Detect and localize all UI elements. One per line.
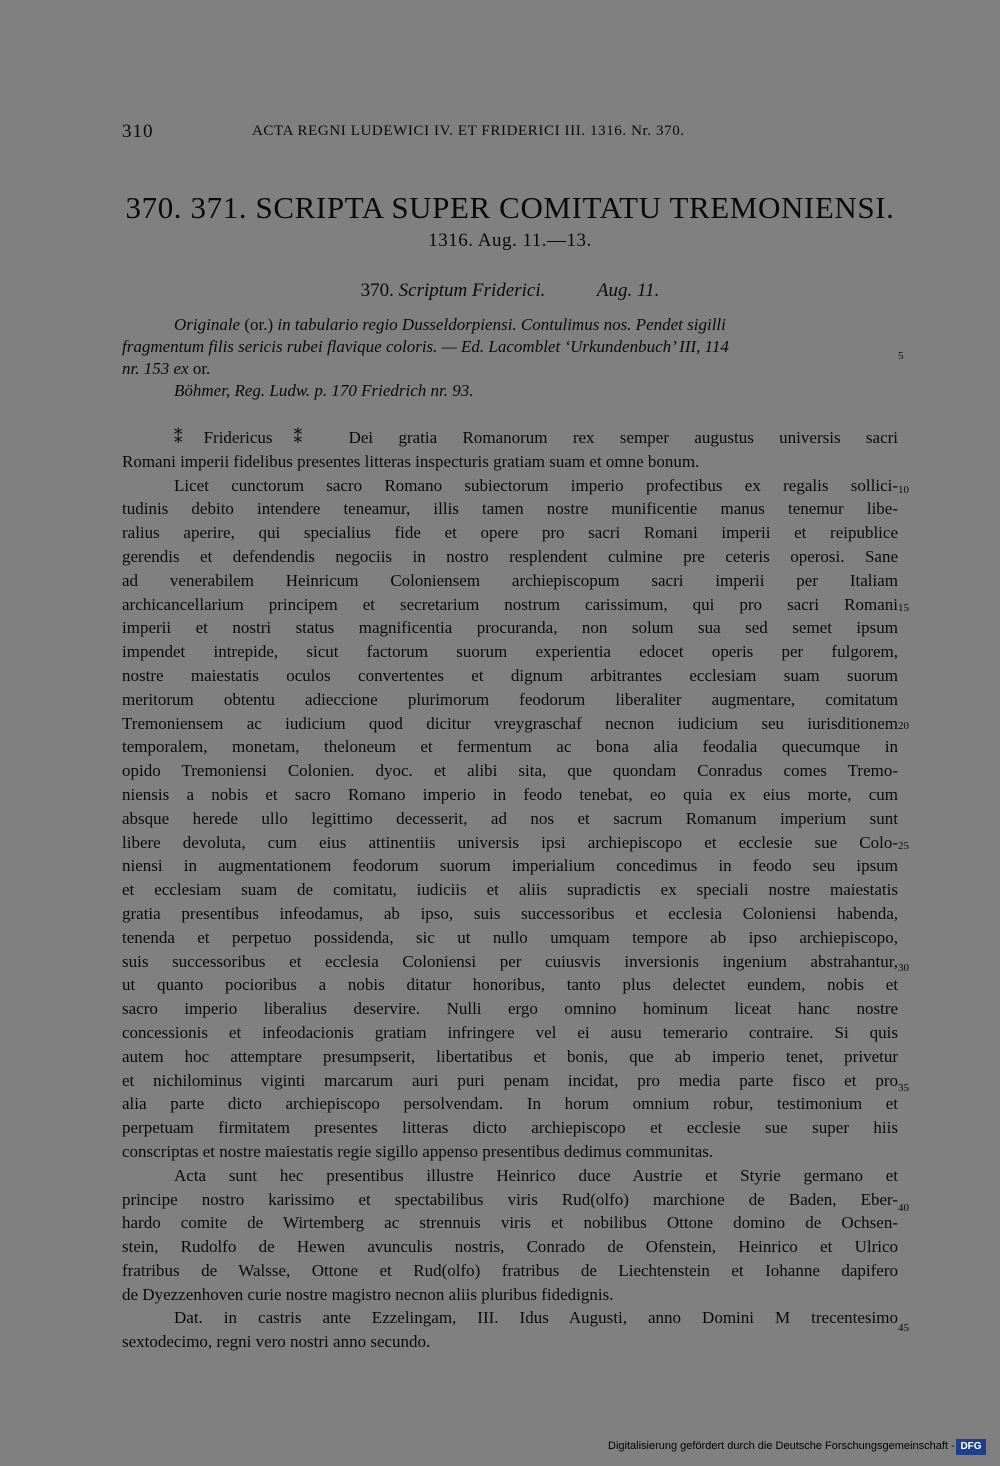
line-number: 15 [898, 602, 909, 614]
line-number: 35 [898, 1082, 909, 1094]
text-line: principe nostro karissimo et spectabilibus viris Rud(olfo) marchione de Baden, Eber- [122, 1189, 898, 1209]
source-line-1: Originale (or.) in tabulario regio Dusseldorpiensi. Contulimus nos. Pendet sigilli [174, 315, 726, 334]
digitization-credit: Digitalisierung gefördert durch die Deutsche Forschungsgemeinschaft - [608, 1440, 955, 1452]
dfg-logo: DFG [956, 1439, 986, 1455]
line-number: 30 [898, 962, 909, 974]
line-number: 40 [898, 1202, 909, 1214]
text-line: fratribus de Walsse, Ottone et Rud(olfo) fratribus de Liechtenstein et Iohanne dapifero [122, 1260, 898, 1280]
text-line: impendet intrepide, sicut factorum suorum experientia edocet operis per fulgorem, [122, 642, 898, 662]
text-line: archicancellarium principem et secretarium nostrum carissimum, qui pro sacri Romani [122, 594, 898, 614]
line-number: 25 [898, 840, 909, 852]
line-number: 10 [898, 484, 909, 496]
text-line: Acta sunt hec presentibus illustre Heinrico duce Austrie et Styrie germano et [174, 1165, 898, 1185]
text-line: tenenda et perpetuo possidenda, sic ut nullo umquam tempore ab ipso archiepiscopo, [122, 927, 898, 947]
text-line: niensis a nobis et sacro Romano imperio in feodo tenebat, eo quia ex eius morte, cum [122, 784, 898, 804]
line-number: 5 [898, 350, 904, 362]
document-number: 370. [360, 280, 394, 301]
text-line: suis successoribus et ecclesia Coloniensi per cuiusvis inversionis ingenium abstrahantur, [122, 951, 898, 971]
text-line: ralius aperire, qui specialius fide et opere pro sacri Romani imperii et reipublice [122, 523, 898, 543]
text-line: ad venerabilem Heinricum Coloniensem archiepiscopum sacri imperii per Italiam [122, 570, 898, 590]
text-line: gerendis et defendendis negociis in nostro resplendent culmine pre ceteris operosi. Sane [122, 546, 898, 566]
source-line-2: fragmentum filis sericis rubei flavique coloris. — Ed. Lacomblet ‘Urkundenbuch’ III, 114 [122, 337, 729, 356]
source-line-3: nr. 153 ex or. [122, 359, 211, 378]
text-line: Romani imperii fidelibus presentes litteras inspecturis gratiam suam et omne bonum. [122, 451, 700, 471]
line-number: 20 [898, 720, 909, 732]
text-line: Tremoniensem ac iudicium quod dicitur vreygraschaf necnon iudicium seu iurisditionem [122, 713, 898, 733]
text-line: et nichilominus viginti marcarum auri puri penam incidat, pro media parte fisco et pro [122, 1070, 898, 1090]
text-line: stein, Rudolfo de Hewen avunculis nostris, Conrado de Ofenstein, Heinrico et Ulrico [122, 1237, 898, 1257]
text-line: sacro imperio liberalius deservire. Nulli ergo omnino hominum liceat hanc nostre [122, 999, 898, 1019]
charter-text [122, 426, 898, 1354]
text-line: niensi in augmentationem feodorum suorum imperialium concedimus in feodo seu ipsum [122, 856, 898, 876]
text-line: imperii et nostri status magnificentia procuranda, non solum sua sed semet ipsum [122, 618, 898, 638]
text-line: hardo comite de Wirtemberg ac strennuis viris et nobilibus Ottone domino de Ochsen- [122, 1213, 898, 1233]
text-line: absque herede ullo legittimo decesserit, ad nos et sacrum Romanum imperium sunt [122, 808, 898, 828]
line-number-margin [898, 0, 928, 1466]
text-line: perpetuam firmitatem presentes litteras dicto archiepiscopo et ecclesie sue super hiis [122, 1118, 898, 1138]
title-date-range: 1316. Aug. 11.—13. [428, 230, 592, 251]
source-line-4: Böhmer, Reg. Ludw. p. 170 Friedrich nr. 93. [174, 381, 474, 400]
text-line: concessionis et infeodacionis gratiam infringere vel ei ausu temerario contraire. Si quis [122, 1022, 898, 1042]
text-line: ⁑Fridericus⁑ Dei gratia Romanorum rex semper augustus universis sacri [174, 428, 898, 447]
text-line: de Dyezzenhoven curie nostre magistro necnon aliis pluribus fidedignis. [122, 1284, 614, 1304]
digitization-footer [608, 1439, 990, 1457]
text-line: autem hoc attemptare presumpserit, libertatibus et bonis, que ab imperio tenet, privetur [122, 1046, 898, 1066]
text-line: sextodecimo, regni vero nostri anno secundo. [122, 1332, 431, 1352]
source-note [122, 314, 898, 402]
text-line: gratia presentibus infeodamus, ab ipso, suis successoribus et ecclesia Coloniensi habenda, [122, 903, 898, 923]
page-title: 370. 371. SCRIPTA SUPER COMITATU TREMONIENSI. [125, 190, 895, 225]
line-number: 45 [898, 1322, 909, 1334]
document-heading [110, 280, 910, 302]
text-line: libere devoluta, cum eius attinentiis universis ipsi archiepiscopo et ecclesie sue Colo- [122, 832, 898, 852]
text-line: tudinis debito intendere teneamur, illis tamen nostre munificentie manus tenemur libe- [122, 499, 898, 519]
text-line: alia parte dicto archiepiscopo persolvendam. In horum omnium robur, testimonium et [122, 1094, 898, 1114]
page-number: 310 [122, 121, 154, 142]
text-line: Dat. in castris ante Ezzelingam, III. Idus Augusti, anno Domini M trecentesimo [174, 1308, 898, 1328]
text-line: et ecclesiam suam de comitatu, iudiciis et aliis supradictis ex speciali nostre maiestatis [122, 880, 898, 900]
text-line: meritorum obtentu adieccione plurimorum feodorum liberaliter augmentare, comitatum [122, 689, 898, 709]
text-line: Licet cunctorum sacro Romano subiectorum imperio profectibus ex regalis sollici- [174, 475, 898, 495]
running-title: ACTA REGNI LUDEWICI IV. ET FRIDERICI III. 1316. Nr. 370. [252, 123, 685, 139]
document-date: Aug. 11. [596, 280, 660, 301]
text-line: temporalem, monetam, theloneum et fermentum ac bona alia feodalia quecumque in [122, 737, 898, 757]
document-name: Scriptum Friderici. [398, 280, 546, 301]
text-line: nostre maiestatis oculos convertentes et dignum arbitrantes ecclesiam suam suorum [122, 665, 898, 685]
text-line: conscriptas et nostre maiestatis regie sigillo appenso presentibus dedimus communitas. [122, 1141, 714, 1161]
text-line: ut quanto pocioribus a nobis ditatur honoribus, tanto plus delectet eundem, nobis et [122, 975, 898, 995]
text-line: opido Tremoniensi Colonien. dyoc. et alibi sita, que quondam Conradus comes Tremo- [122, 761, 898, 781]
running-head [122, 121, 782, 145]
